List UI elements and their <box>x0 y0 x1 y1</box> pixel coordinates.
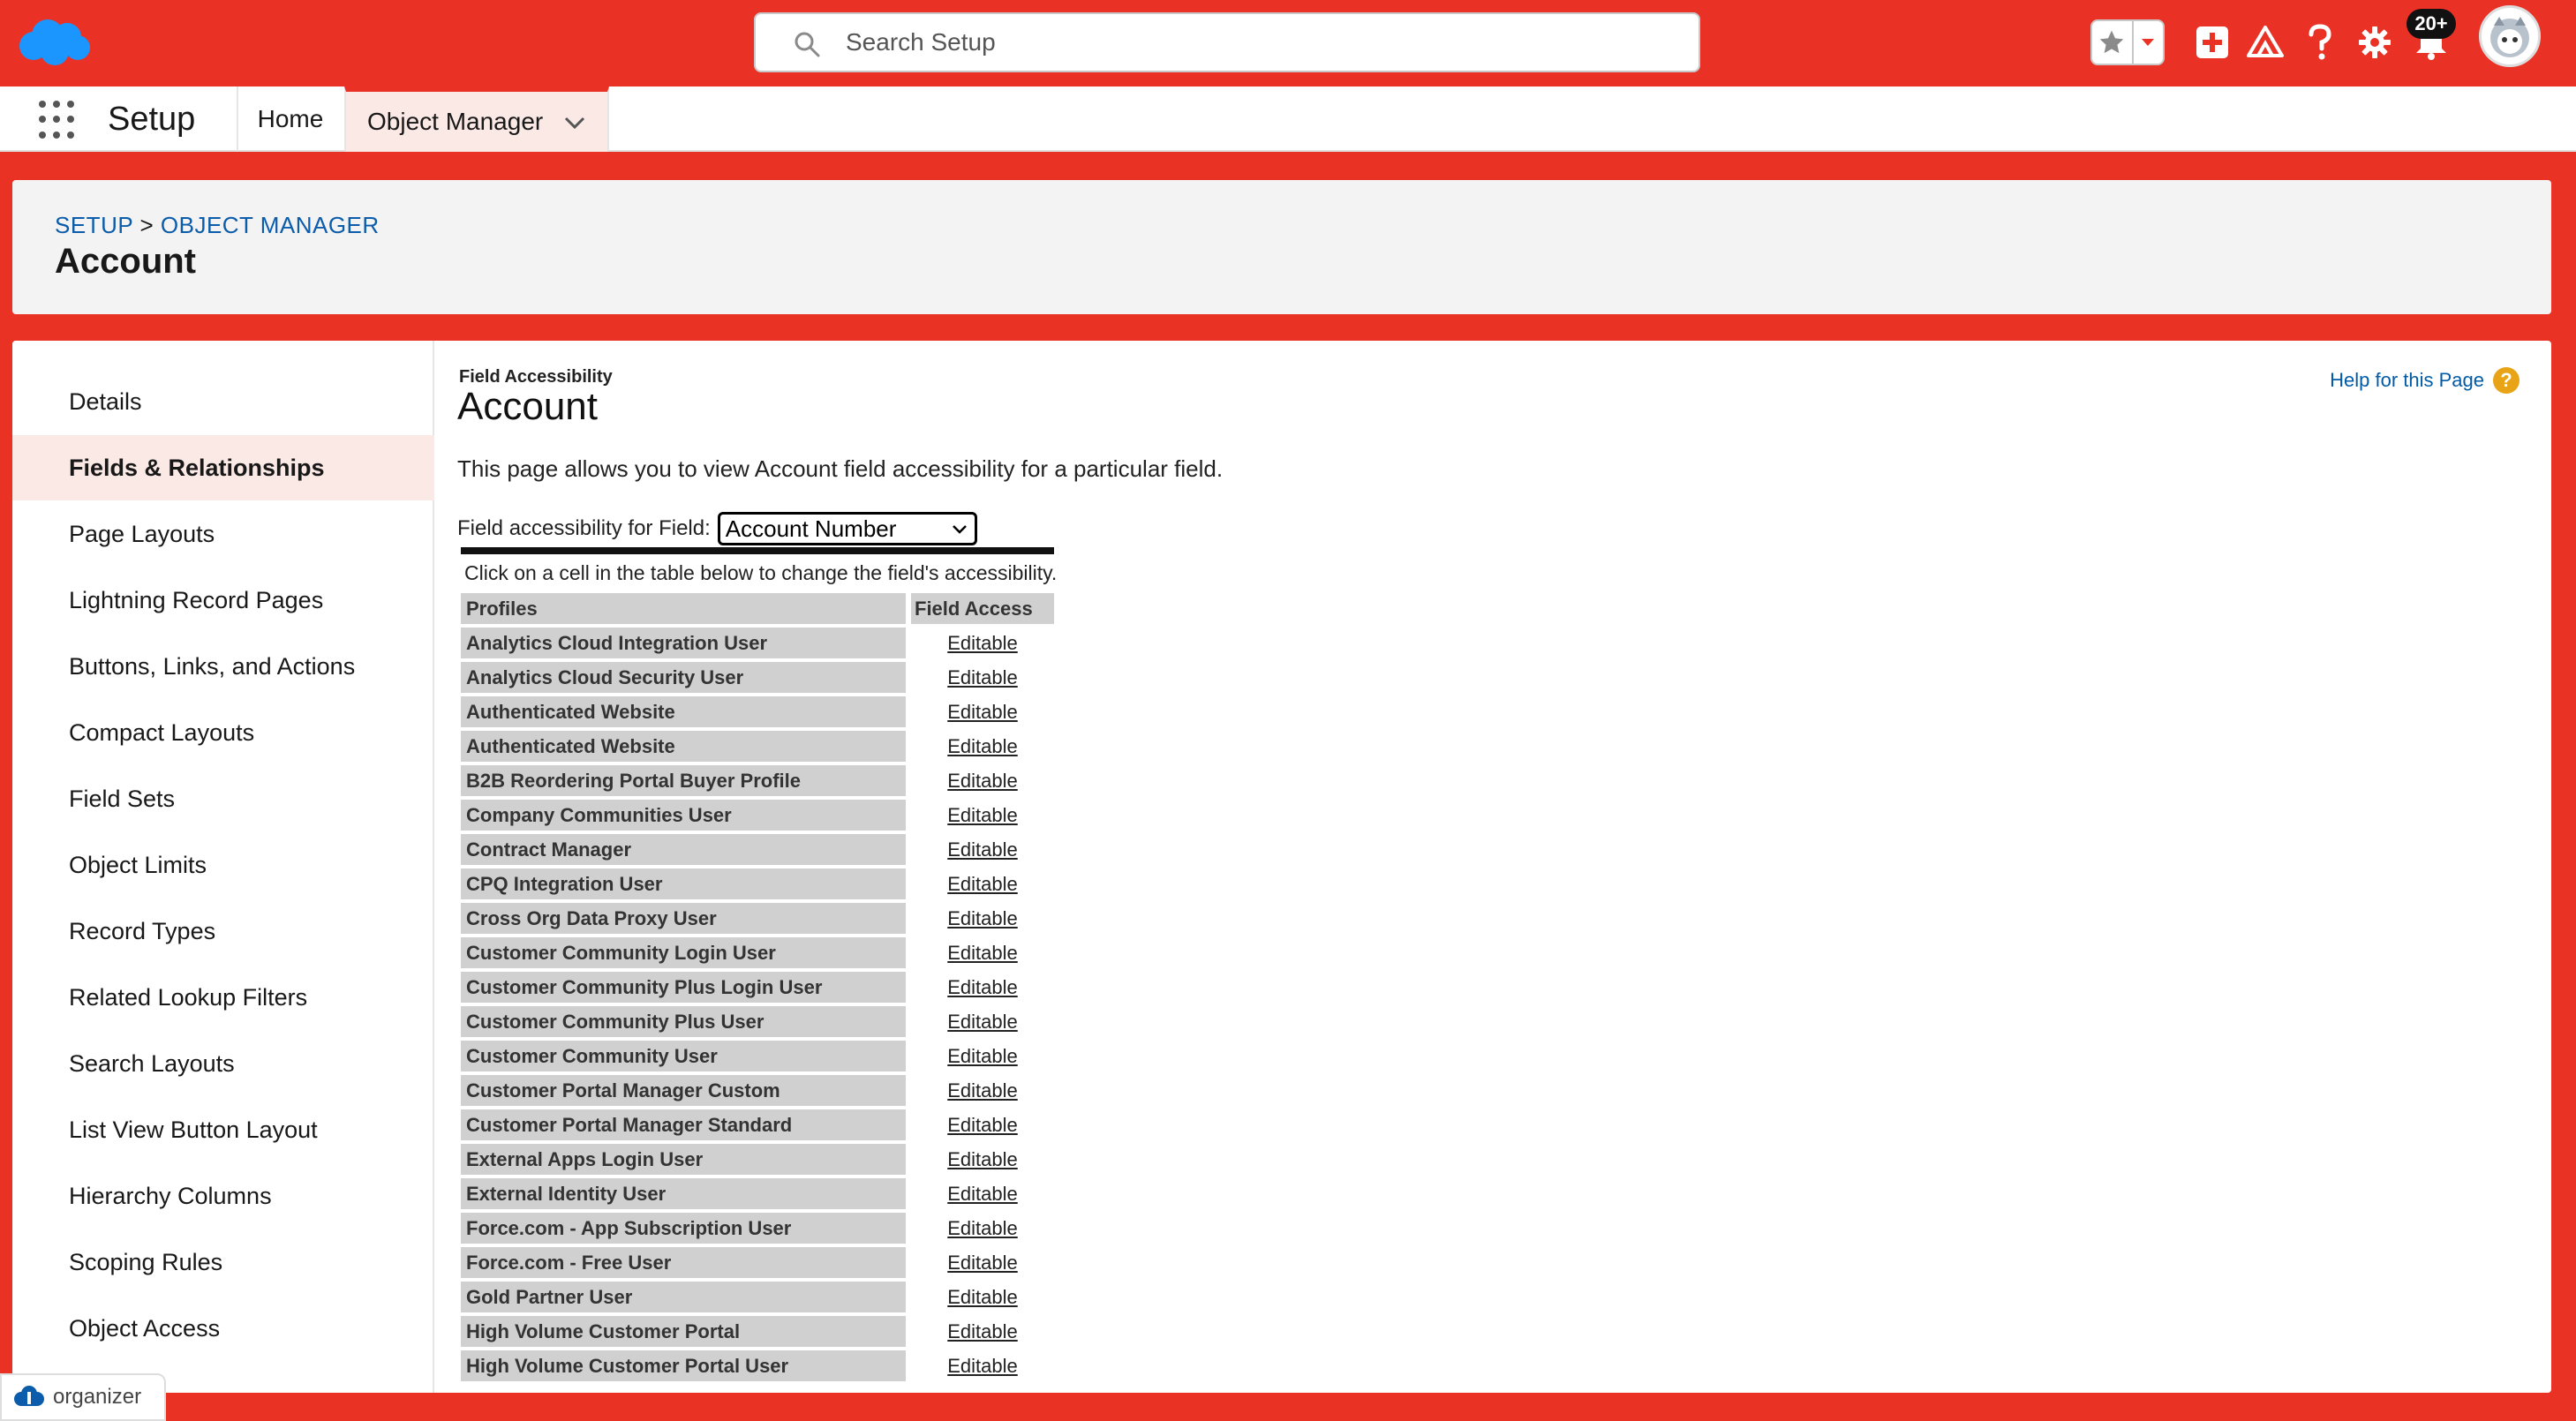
profile-cell: External Identity User <box>461 1178 906 1209</box>
profile-cell: High Volume Customer Portal User <box>461 1350 906 1381</box>
table-row <box>461 834 1054 868</box>
profile-cell: B2B Reordering Portal Buyer Profile <box>461 765 906 796</box>
app-name: Setup <box>108 101 196 138</box>
access-cell[interactable]: Editable <box>947 1251 1018 1274</box>
star-icon[interactable] <box>2092 21 2134 64</box>
access-cell[interactable]: Editable <box>947 1320 1018 1342</box>
sidebar-item-hierarchy-columns[interactable]: Hierarchy Columns <box>69 1182 272 1209</box>
sidebar-item-object-limits[interactable]: Object Limits <box>69 851 207 878</box>
nav-tab-label: Object Manager <box>367 108 544 135</box>
app-launcher-icon[interactable] <box>39 101 78 139</box>
page-title: Account <box>55 242 196 281</box>
chevron-down-icon[interactable] <box>2134 21 2163 64</box>
sidebar-item-field-sets[interactable]: Field Sets <box>69 785 176 812</box>
access-cell[interactable]: Editable <box>947 906 1018 929</box>
profile-cell: Cross Org Data Proxy User <box>461 903 906 934</box>
help-icon[interactable]: ? <box>2493 367 2520 394</box>
table-row <box>461 662 1054 696</box>
profile-cell: CPQ Integration User <box>461 868 906 899</box>
search-input[interactable] <box>846 25 1640 60</box>
profile-cell: Customer Portal Manager Standard <box>461 1109 906 1140</box>
access-cell[interactable]: Editable <box>947 803 1018 826</box>
access-cell[interactable]: Editable <box>947 1147 1018 1170</box>
main-panel <box>12 341 2551 1393</box>
app-nav-bar <box>0 86 2576 152</box>
notification-badge: 20+ <box>2407 9 2456 39</box>
table-row <box>461 1006 1054 1041</box>
field-access-table <box>461 593 1054 1385</box>
global-header <box>0 0 2576 86</box>
breadcrumb-object-manager-link[interactable]: OBJECT MANAGER <box>160 212 380 238</box>
brand-strip <box>0 152 2576 157</box>
field-select-value: Account Number <box>725 515 897 542</box>
table-top-rule <box>461 547 1054 554</box>
profile-cell: Analytics Cloud Security User <box>461 662 906 693</box>
plus-icon[interactable] <box>2191 21 2233 64</box>
sidebar-item-details[interactable]: Details <box>69 387 142 415</box>
profile-cell: Company Communities User <box>461 800 906 831</box>
table-row <box>461 1316 1054 1350</box>
sidebar-item-lightning-record-pages[interactable]: Lightning Record Pages <box>69 586 324 613</box>
gear-icon[interactable] <box>2354 21 2396 64</box>
trailhead-icon[interactable] <box>2244 21 2286 64</box>
astro-avatar-icon[interactable] <box>2479 5 2541 67</box>
access-cell[interactable]: Editable <box>947 1354 1018 1377</box>
table-row <box>461 800 1054 834</box>
table-row <box>461 1282 1054 1316</box>
field-select[interactable] <box>718 512 977 545</box>
help-icon[interactable] <box>2299 21 2341 64</box>
profile-cell: Authenticated Website <box>461 696 906 727</box>
sidebar-item-related-lookup-filters[interactable]: Related Lookup Filters <box>69 983 308 1011</box>
table-row <box>461 1144 1054 1178</box>
breadcrumb <box>55 212 380 239</box>
profile-cell: Analytics Cloud Integration User <box>461 628 906 658</box>
help-link-label[interactable]: Help for this Page <box>2330 369 2484 391</box>
profile-cell: Customer Community User <box>461 1041 906 1071</box>
table-row <box>461 628 1054 662</box>
sidebar-item-fields-relationships[interactable]: Fields & Relationships <box>12 435 434 500</box>
access-cell[interactable]: Editable <box>947 1010 1018 1033</box>
sidebar-item-record-types[interactable]: Record Types <box>69 917 216 944</box>
access-cell[interactable]: Editable <box>947 665 1018 688</box>
search-box[interactable] <box>754 12 1700 72</box>
sidebar-item-list-view-button-layout[interactable]: List View Button Layout <box>69 1116 318 1143</box>
table-row <box>461 1041 1054 1075</box>
access-cell[interactable]: Editable <box>947 734 1018 757</box>
access-cell[interactable]: Editable <box>947 631 1018 654</box>
table-row <box>461 1247 1054 1282</box>
salesforce-cloud-icon[interactable] <box>16 16 92 69</box>
access-cell[interactable]: Editable <box>947 700 1018 723</box>
profile-cell: Customer Community Login User <box>461 937 906 968</box>
access-cell[interactable]: Editable <box>947 838 1018 861</box>
profile-cell: Customer Portal Manager Custom <box>461 1075 906 1106</box>
object-sidebar <box>12 341 434 1393</box>
field-selector-row <box>457 512 977 545</box>
nav-tab-object-manager[interactable] <box>344 86 609 152</box>
field-selector-label: Field accessibility for Field: <box>457 516 711 540</box>
access-cell[interactable]: Editable <box>947 1216 1018 1239</box>
chevron-down-icon[interactable] <box>563 111 586 134</box>
sidebar-item-object-access[interactable]: Object Access <box>69 1314 221 1342</box>
favorites-group <box>2090 19 2165 65</box>
profile-cell: High Volume Customer Portal <box>461 1316 906 1347</box>
profile-cell: External Apps Login User <box>461 1144 906 1175</box>
profile-cell: Gold Partner User <box>461 1282 906 1312</box>
table-header-row <box>461 593 1054 628</box>
access-cell[interactable]: Editable <box>947 1044 1018 1067</box>
profile-cell: Authenticated Website <box>461 731 906 762</box>
organizer-cloud-icon <box>12 1384 46 1410</box>
chevron-down-icon <box>950 515 969 543</box>
table-row <box>461 1178 1054 1213</box>
profile-cell: Force.com - Free User <box>461 1247 906 1278</box>
field-accessibility-content <box>434 341 2551 1393</box>
access-cell[interactable]: Editable <box>947 872 1018 895</box>
sidebar-item-search-layouts[interactable]: Search Layouts <box>69 1049 235 1077</box>
table-row <box>461 1213 1054 1247</box>
sidebar-item-scoping-rules[interactable]: Scoping Rules <box>69 1248 223 1275</box>
sidebar-item-buttons-links-actions[interactable]: Buttons, Links, and Actions <box>69 652 356 680</box>
table-row <box>461 937 1054 972</box>
table-row <box>461 972 1054 1006</box>
access-cell[interactable]: Editable <box>947 769 1018 792</box>
profile-cell: Force.com - App Subscription User <box>461 1213 906 1244</box>
content-title: Account <box>457 385 598 428</box>
table-row <box>461 1109 1054 1144</box>
column-header-field-access: Field Access <box>911 593 1054 624</box>
section-label: Field Accessibility <box>459 367 613 387</box>
organizer-tab[interactable] <box>0 1373 166 1421</box>
access-cell[interactable]: Editable <box>947 1285 1018 1308</box>
search-icon <box>793 30 821 58</box>
access-cell[interactable]: Editable <box>947 1079 1018 1101</box>
nav-tab-home[interactable]: Home <box>257 105 324 132</box>
table-row <box>461 696 1054 731</box>
table-row <box>461 731 1054 765</box>
breadcrumb-setup-link[interactable]: SETUP <box>55 212 133 238</box>
organizer-label: organizer <box>53 1385 142 1409</box>
page-header <box>12 180 2551 314</box>
table-row <box>461 1075 1054 1109</box>
breadcrumb-separator: > <box>139 212 154 238</box>
table-instructions: Click on a cell in the table below to change the field's accessibility. <box>464 561 1058 584</box>
help-link[interactable] <box>2330 367 2520 394</box>
profile-cell: Customer Community Plus User <box>461 1006 906 1037</box>
column-header-profiles: Profiles <box>461 593 906 624</box>
profile-cell: Contract Manager <box>461 834 906 865</box>
page-description: This page allows you to view Account field accessibility for a particular field. <box>457 455 1224 482</box>
access-cell[interactable]: Editable <box>947 941 1018 964</box>
table-row <box>461 765 1054 800</box>
access-cell[interactable]: Editable <box>947 1113 1018 1136</box>
table-row <box>461 903 1054 937</box>
access-cell[interactable]: Editable <box>947 1182 1018 1205</box>
sidebar-item-page-layouts[interactable]: Page Layouts <box>69 520 215 547</box>
table-row <box>461 868 1054 903</box>
access-cell[interactable]: Editable <box>947 975 1018 998</box>
table-row <box>461 1350 1054 1385</box>
sidebar-item-compact-layouts[interactable]: Compact Layouts <box>69 718 255 746</box>
profile-cell: Customer Community Plus Login User <box>461 972 906 1003</box>
